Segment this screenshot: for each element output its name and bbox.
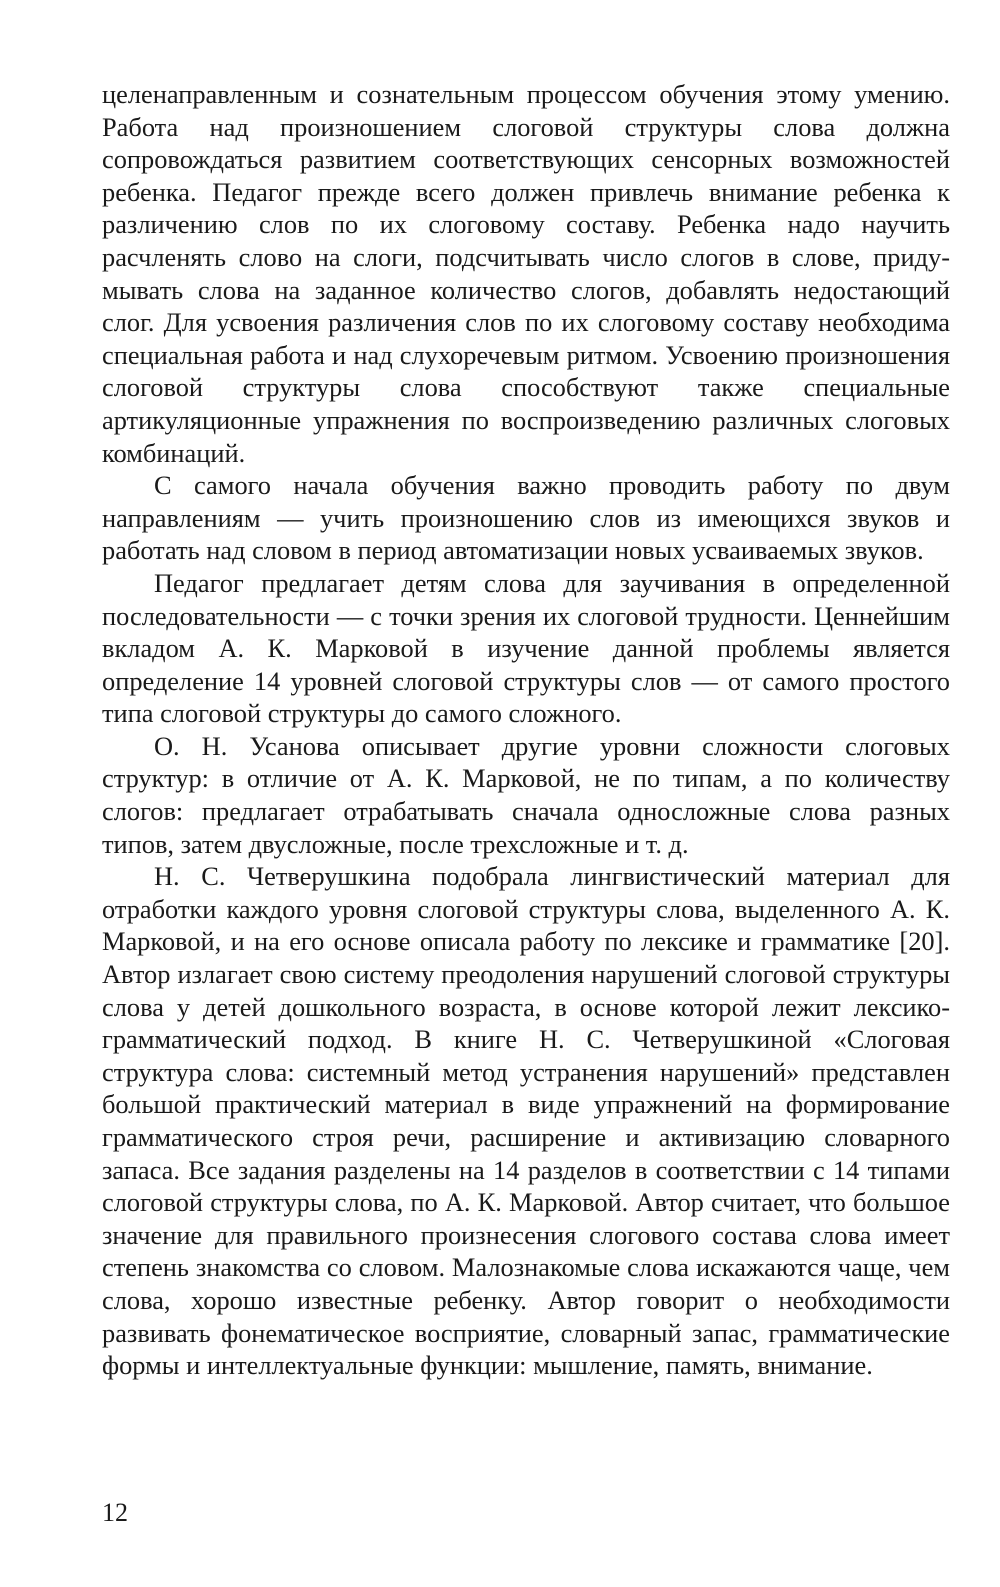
paragraph-5: Н. С. Четверушкина подобрала лингвистический материал для отработки каждого уровня слоговой структуры слова, выделенного А. К. Марковой, и на его основе описала работу по лексике и грамматике [20]. Автор излагает свою систему преодоления нарушений слоговой структуры слова у детей дошкольного возраста, в основе которой лежит лексико-грамматический подход. В книге Н. С. Четверушкиной «Слоговая структура слова: системный метод устранения нарушений» представлен большой практический материал в виде упражнений на формирование грамматического строя речи, расширение и активизацию словарного запаса. Все задания разделены на 14 разделов в соответствии с 14 типами слоговой структуры слова, по А. К. Марковой. Автор считает, что большое значение для правильного произнесения слогового состава слова имеет степень знакомства со словом. Малознакомые слова искажаются чаще, чем слова, хорошо известные ребенку. Автор говорит о необходимости развивать фонематическое восприятие, словарный запас, грамматические формы и интеллектуальные функции: мышление, память, внимание.: [102, 861, 950, 1381]
paragraph-3: Педагог предлагает детям слова для заучивания в определенной последовательности — с точки зрения их слоговой трудности. Ценнейшим вкладом А. К. Марковой в изучение данной проблемы является определение 14 уровней слоговой структуры слов — от самого простого типа слоговой структуры до самого сложного.: [102, 567, 950, 729]
paragraph-4: О. Н. Усанова описывает другие уровни сложности слоговых структур: в отличие от А. К. Марковой, не по типам, а по количеству слогов: предлагает отрабатывать сначала односложные слова разных типов, затем двусложные, после трехсложные и т. д.: [102, 730, 950, 859]
paragraph-1: целенаправленным и сознательным процессом обучения этому умению. Работа над произношением слоговой структуры слова должна сопровождаться развитием соответствующих сенсорных возможностей ребенка. Педагог прежде всего должен привлечь внимание ребенка к различению слов по их слоговому составу. Ребенка надо научить расчленять слово на слоги, подсчитывать число слогов в слове, придумывать слова на заданное количество слогов, добавлять недостающий слог. Для усвоения различения слов по их слоговому составу необходима специальная работа и над слухоречевым ритмом. Усвоению произношения слоговой структуры слова способствуют также специальные артикуляционные упражнения по воспроизведению различных слоговых комбинаций.: [102, 79, 950, 468]
paragraph-2: С самого начала обучения важно проводить работу по двум направлениям — учить произношению слов из имеющихся звуков и работать над словом в период автоматизации новых усваиваемых звуков.: [102, 470, 950, 566]
page-body: [102, 78, 950, 1382]
page-number: 12: [102, 1498, 128, 1527]
